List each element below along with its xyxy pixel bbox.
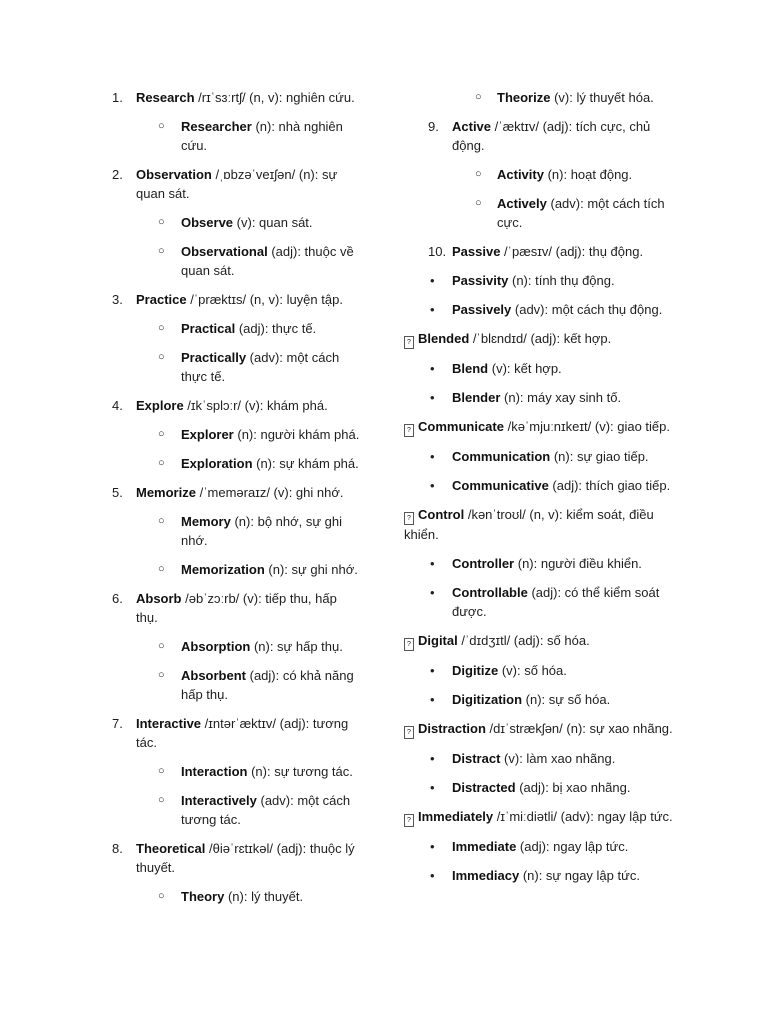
vocab-item-interactive: 7. Interactive /ɪntərˈæktɪv/ (adj): tương tác. <box>112 716 349 750</box>
bullet-item: • Digitization (n): sự số hóa. <box>430 692 611 707</box>
vocab-item-immediately: ? Immediately /ɪˈmiːdiətli/ (adv): ngay lập tức. <box>404 807 686 827</box>
sub-item: ○ Theory (n): lý thuyết. <box>158 889 304 904</box>
vocab-item-absorb: 6. Absorb /əbˈzɔːrb/ (v): tiếp thu, hấp thụ. <box>112 591 337 625</box>
sub-item: ○ Exploration (n): sự khám phá. <box>158 456 359 471</box>
vocab-item-distraction: ? Distraction /dɪˈstrækʃən/ (n): sự xao nhãng. <box>404 719 686 739</box>
bullet-item: • Immediacy (n): sự ngay lập tức. <box>430 868 640 883</box>
vocab-item-control: ? Control /kənˈtroʊl/ (n, v): kiểm soát, điều khiển. <box>404 507 654 542</box>
missing-glyph-icon: ? <box>404 512 414 525</box>
vocab-item-communicate: ? Communicate /kəˈmjuːnɪkeɪt/ (v): giao tiếp. <box>404 417 686 437</box>
bullet-icon: • <box>430 390 435 405</box>
hollow-circle-icon: ○ <box>475 91 482 103</box>
bullet-item: • Distracted (adj): bị xao nhãng. <box>430 780 631 795</box>
sub-item: ○ Memorization (n): sự ghi nhớ. <box>158 562 358 577</box>
vocab-item-research: 1. Research /rɪˈsɜːrtʃ/ (n, v): nghiên cứu. <box>112 90 355 105</box>
sub-item: ○ Absorbent (adj): có khả năng hấp thụ. <box>158 668 354 702</box>
bullet-icon: • <box>430 302 435 317</box>
bullet-icon: • <box>430 839 435 854</box>
sub-item: ○ Interaction (n): sự tương tác. <box>158 764 353 779</box>
sub-item: ○ Theorize (v): lý thuyết hóa. <box>475 90 654 105</box>
hollow-circle-icon: ○ <box>158 794 165 806</box>
bullet-icon: • <box>430 273 435 288</box>
hollow-circle-icon: ○ <box>158 765 165 777</box>
bullet-icon: • <box>430 868 435 883</box>
hollow-circle-icon: ○ <box>158 428 165 440</box>
hollow-circle-icon: ○ <box>158 563 165 575</box>
hollow-circle-icon: ○ <box>475 168 482 180</box>
bullet-item: • Blender (n): máy xay sinh tố. <box>430 390 622 405</box>
vocab-item-explore: 4. Explore /ɪkˈsplɔːr/ (v): khám phá. <box>112 398 328 413</box>
vocab-item-memorize: 5. Memorize /ˈmeməraɪz/ (v): ghi nhớ. <box>112 485 344 500</box>
vocab-item-active: 9. Active /ˈæktɪv/ (adj): tích cực, chủ động. <box>428 119 651 153</box>
bullet-item: • Digitize (v): số hóa. <box>430 663 567 678</box>
hollow-circle-icon: ○ <box>158 351 165 363</box>
sub-item: ○ Absorption (n): sự hấp thụ. <box>158 639 343 654</box>
bullet-item: • Passivity (n): tính thụ động. <box>430 273 615 288</box>
bullet-item: • Passively (adv): một cách thụ động. <box>430 302 663 317</box>
sub-item: ○ Practically (adv): một cách thực tế. <box>158 350 340 384</box>
bullet-icon: • <box>430 751 435 766</box>
bullet-icon: • <box>430 692 435 707</box>
hollow-circle-icon: ○ <box>158 515 165 527</box>
hollow-circle-icon: ○ <box>158 245 165 257</box>
bullet-item: • Distract (v): làm xao nhãng. <box>430 751 616 766</box>
missing-glyph-icon: ? <box>404 726 414 739</box>
sub-item: ○ Observational (adj): thuộc về quan sát. <box>158 244 354 278</box>
bullet-icon: • <box>430 361 435 376</box>
sub-item: ○ Actively (adv): một cách tích cực. <box>475 196 665 230</box>
sub-item: ○ Observe (v): quan sát. <box>158 215 313 230</box>
sub-item: ○ Activity (n): hoạt động. <box>475 167 633 182</box>
sub-item: ○ Explorer (n): người khám phá. <box>158 427 360 442</box>
bullet-item: • Controller (n): người điều khiển. <box>430 556 642 571</box>
missing-glyph-icon: ? <box>404 424 414 437</box>
bullet-icon: • <box>430 556 435 571</box>
bullet-icon: • <box>430 585 435 600</box>
missing-glyph-icon: ? <box>404 336 414 349</box>
missing-glyph-icon: ? <box>404 638 414 651</box>
hollow-circle-icon: ○ <box>158 640 165 652</box>
sub-item: ○ Researcher (n): nhà nghiên cứu. <box>158 119 343 153</box>
sub-item: ○ Interactively (adv): một cách tương tác. <box>158 793 351 827</box>
vocab-item-practice: 3. Practice /ˈpræktɪs/ (n, v): luyện tập. <box>112 292 343 307</box>
sub-item: ○ Practical (adj): thực tế. <box>158 321 317 336</box>
hollow-circle-icon: ○ <box>158 216 165 228</box>
vocab-item-observation: 2. Observation /ˌɒbzəˈveɪʃən/ (n): sự quan sát. <box>112 167 338 201</box>
vocab-item-blended: ? Blended /ˈblɛndɪd/ (adj): kết hợp. <box>404 329 686 349</box>
bullet-icon: • <box>430 449 435 464</box>
missing-glyph-icon: ? <box>404 814 414 827</box>
hollow-circle-icon: ○ <box>158 669 165 681</box>
bullet-item: • Communicative (adj): thích giao tiếp. <box>430 478 671 493</box>
vocab-item-theoretical: 8. Theoretical /θiəˈrɛtɪkəl/ (adj): thuộc lý thuyết. <box>112 841 355 875</box>
bullet-item: • Communication (n): sự giao tiếp. <box>430 449 649 464</box>
sub-item: ○ Memory (n): bộ nhớ, sự ghi nhớ. <box>158 514 343 548</box>
vocab-item-digital: ? Digital /ˈdɪdʒɪtl/ (adj): số hóa. <box>404 631 686 651</box>
hollow-circle-icon: ○ <box>475 197 482 209</box>
left-column <box>112 88 362 906</box>
bullet-icon: • <box>430 663 435 678</box>
bullet-item: • Immediate (adj): ngay lập tức. <box>430 839 629 854</box>
hollow-circle-icon: ○ <box>158 890 165 902</box>
bullet-item: • Blend (v): kết hợp. <box>430 361 562 376</box>
vocab-item-passive: 10. Passive /ˈpæsɪv/ (adj): thụ động. <box>428 244 644 259</box>
bullet-icon: • <box>430 780 435 795</box>
hollow-circle-icon: ○ <box>158 120 165 132</box>
hollow-circle-icon: ○ <box>158 457 165 469</box>
bullet-icon: • <box>430 478 435 493</box>
right-column <box>404 88 686 885</box>
bullet-item: • Controllable (adj): có thể kiểm soát được. <box>430 585 660 619</box>
hollow-circle-icon: ○ <box>158 322 165 334</box>
